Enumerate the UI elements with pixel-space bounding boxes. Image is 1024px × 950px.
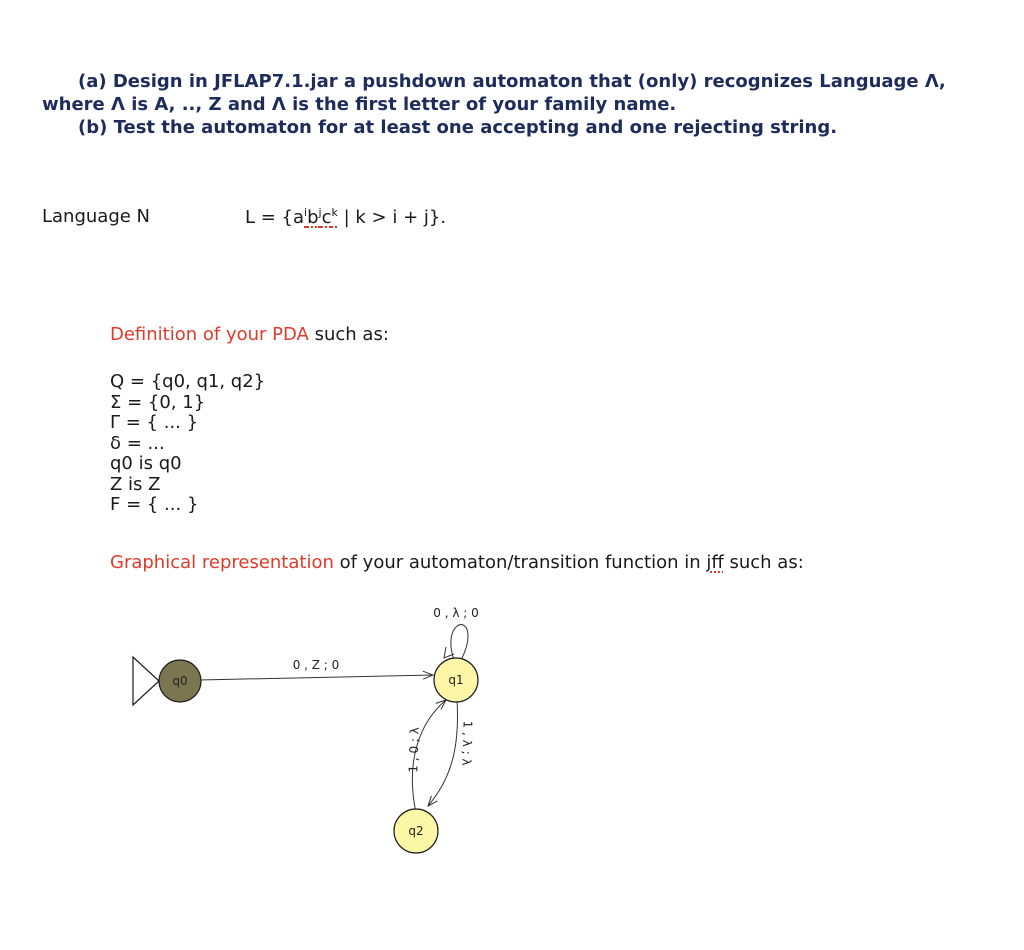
edge-q1-self-label: 0 , λ ; 0 [433,606,479,620]
lang-prefix: L = {a [245,207,305,228]
def-start-state: q0 is q0 [110,453,182,474]
graphical-highlight: Graphical representation [110,552,334,573]
graphical-intro-end: such as: [723,552,804,573]
def-alphabet: Σ = {0, 1} [110,391,206,413]
edge-q1-q2 [428,700,458,806]
lang-c: c [321,207,332,228]
state-q2-label: q2 [408,824,424,838]
lang-sup-j: j [318,206,322,219]
edge-q2-q1-label: 1 , 0 ; λ [406,726,422,773]
def-states: Q = {q0, q1, q2} [110,371,266,392]
task-part-a: (a) Design in JFLAP7.1.jar a pushdown automaton that (only) recognizes Language Λ, [78,71,946,92]
task-part-a-cont: where Λ is A, .., Z and Λ is the first letter of your family name. [42,94,677,115]
edge-q1-q2-label: 1 , λ ; λ [459,720,475,766]
def-stack-alphabet: Γ = { ... } [110,412,199,433]
def-stack-start: Z is Z [110,473,161,495]
lang-sup-i: i [304,206,308,219]
graphical-intro-mid: of your automaton/transition function in [333,552,707,573]
definition-highlight: Definition of your PDA [110,324,309,345]
initial-state-marker [133,657,159,705]
def-transition: δ = ... [110,432,165,454]
edge-q0-q1 [199,675,433,680]
lang-condition: | k > i + j}. [337,207,447,228]
definition-intro-rest: such as: [308,324,389,345]
language-label: Language N [42,206,151,227]
graphical-jff: jff [706,552,724,573]
def-final-states: F = { ... } [110,494,199,515]
state-q0-label: q0 [172,674,188,688]
state-q1-label: q1 [448,673,464,687]
task-part-b: (b) Test the automaton for at least one accepting and one rejecting string. [78,117,838,138]
lang-sup-k: k [331,206,338,219]
lang-b: b [307,207,319,228]
edge-q0-q1-label: 0 , Z ; 0 [292,658,340,672]
